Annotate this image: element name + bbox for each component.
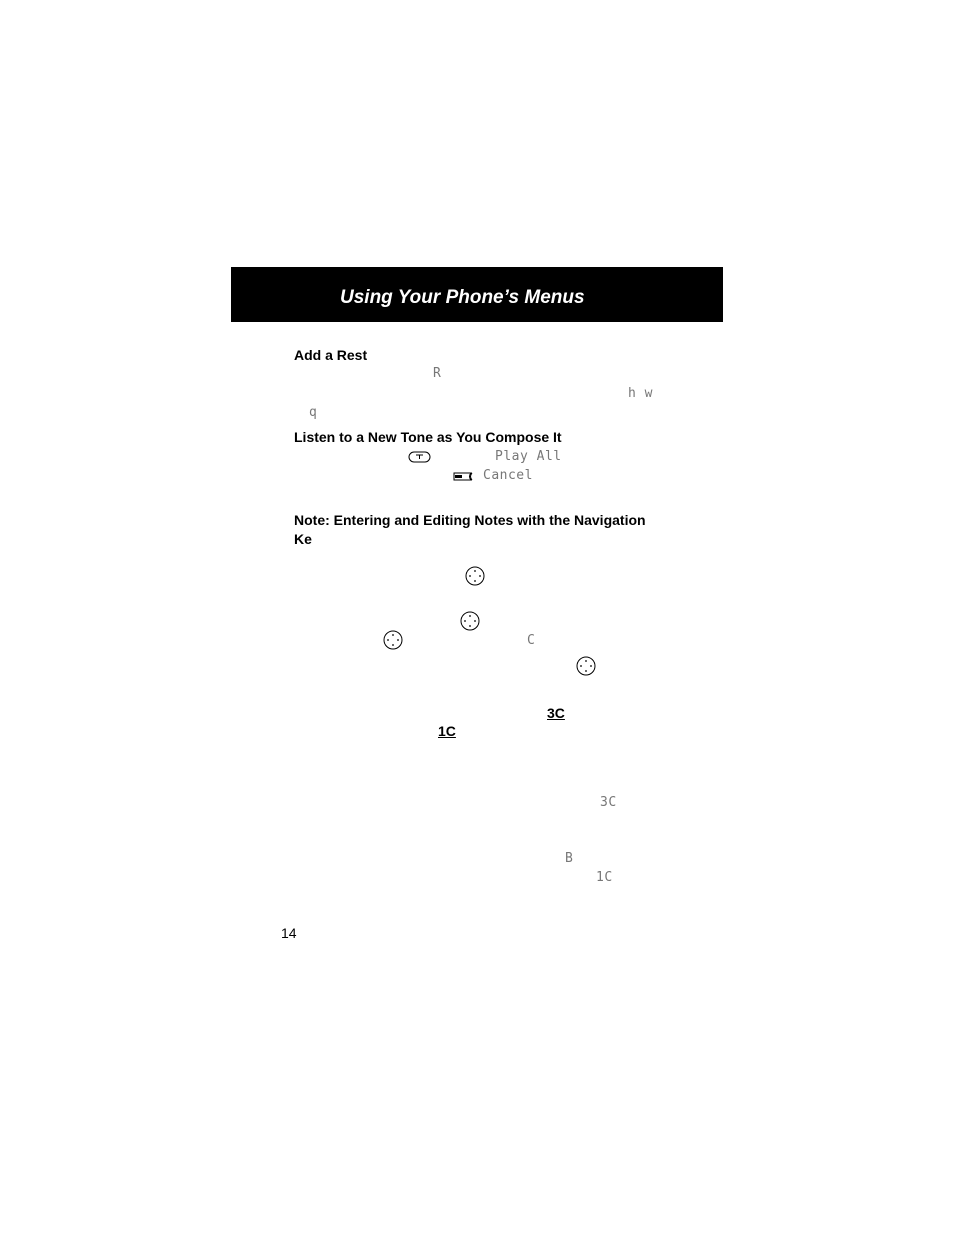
display-text-1c: 1C xyxy=(596,870,613,885)
navigation-key-icon xyxy=(383,630,403,650)
navigation-key-icon xyxy=(465,566,485,586)
display-text-c: C xyxy=(527,633,536,648)
page-number: 14 xyxy=(281,925,297,941)
note-heading-line2: Ke xyxy=(294,531,312,547)
display-text-q: q xyxy=(309,405,318,420)
display-text-hw: h w xyxy=(628,386,653,401)
menu-key-icon xyxy=(408,451,431,463)
play-all-display: Play All xyxy=(495,449,562,464)
add-rest-heading: Add a Rest xyxy=(294,347,368,363)
left-soft-key-icon xyxy=(452,471,476,482)
display-text-r: R xyxy=(433,366,442,381)
navigation-key-icon xyxy=(576,656,596,676)
display-text-b: B xyxy=(565,851,574,866)
navigation-key-icon xyxy=(460,611,480,631)
cancel-display: Cancel xyxy=(483,468,533,483)
note-heading-line1: Note: Entering and Editing Notes with the Navigation xyxy=(294,512,646,528)
key-3c: 3C xyxy=(547,705,565,721)
key-1c: 1C xyxy=(438,723,456,739)
display-text-3c: 3C xyxy=(600,795,617,810)
page-title: Using Your Phone’s Menus xyxy=(340,287,585,308)
header-bar xyxy=(231,267,723,322)
listen-heading: Listen to a New Tone as You Compose It xyxy=(294,429,562,445)
